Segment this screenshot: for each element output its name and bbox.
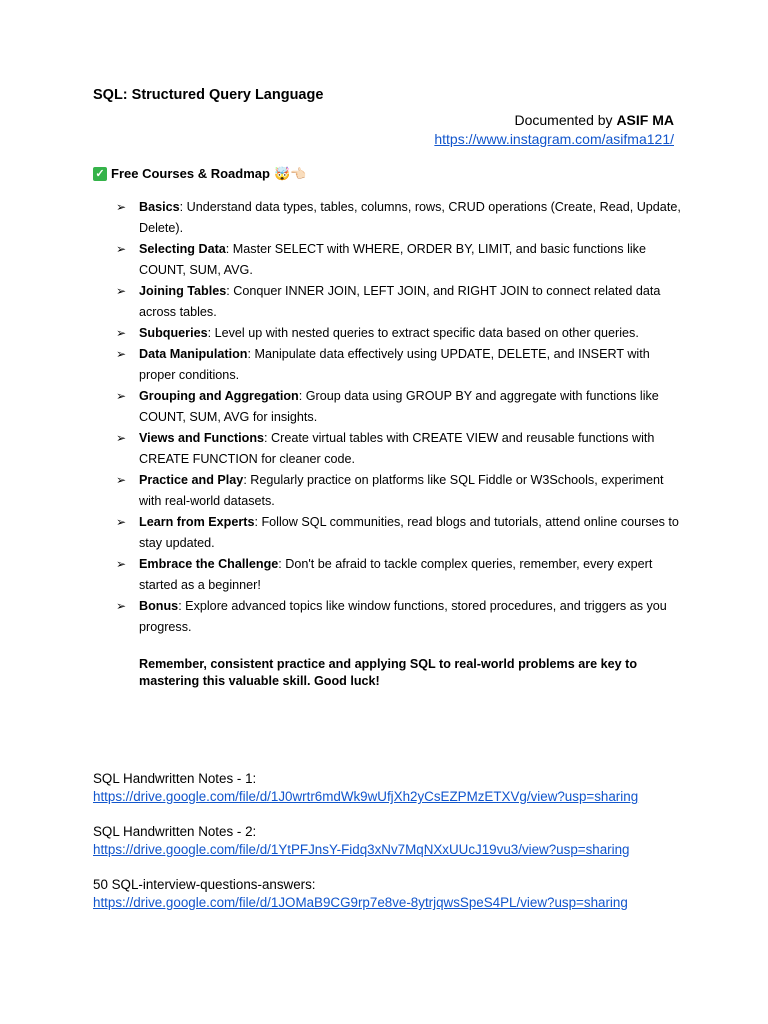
topic-item [116,554,682,596]
topic-description: : Conquer INNER JOIN, LEFT JOIN, and RIGHT JOIN to connect related data across tables. [139,284,661,319]
topic-item [116,428,682,470]
topic-term: Grouping and Aggregation [139,389,299,403]
topic-item [116,323,682,344]
topic-term: Bonus [139,599,179,613]
arrow-bullet-icon: ➢ [116,200,127,214]
section-heading [93,166,306,181]
arrow-bullet-icon: ➢ [116,473,127,487]
topic-description: : Level up with nested queries to extract specific data based on other queries. [207,326,639,340]
arrow-bullet-icon: ➢ [116,599,127,613]
notes-label: 50 SQL-interview-questions-answers: [93,877,316,892]
topic-description: : Explore advanced topics like window functions, stored procedures, and triggers as you progress. [139,599,667,634]
topic-description: : Create virtual tables with CREATE VIEW and reusable functions with CREATE FUNCTION for cleaner code. [139,431,655,466]
topic-item [116,344,682,386]
arrow-bullet-icon: ➢ [116,389,127,403]
topic-description: : Follow SQL communities, read blogs and tutorials, attend online courses to stay updated. [139,515,679,550]
topic-term: Basics [139,200,180,214]
topic-term: Subqueries [139,326,208,340]
instagram-link[interactable]: https://www.instagram.com/asifma121/ [434,131,674,147]
arrow-bullet-icon: ➢ [116,347,127,361]
arrow-bullet-icon: ➢ [116,242,127,256]
arrow-bullet-icon: ➢ [116,515,127,529]
topic-item [116,281,682,323]
documented-by-label: Documented by [514,112,617,128]
topic-description: : Don't be afraid to tackle complex queries, remember, every expert started as a beginner! [139,557,653,592]
page-title: SQL: Structured Query Language [93,87,324,103]
topic-term: Selecting Data [139,242,226,256]
arrow-bullet-icon: ➢ [116,557,127,571]
section-heading-text: Free Courses & Roadmap [111,166,270,181]
arrow-bullet-icon: ➢ [116,284,127,298]
topic-term: Views and Functions [139,431,265,445]
topic-description: : Group data using GROUP BY and aggregate with functions like COUNT, SUM, AVG for insights. [139,389,659,424]
notes-link[interactable]: https://drive.google.com/file/d/1JOMaB9CG9rp7e8ve-8ytrjqwsSpeS4PL/view?usp=sharing [93,895,628,910]
arrow-bullet-icon: ➢ [116,431,127,445]
notes-label: SQL Handwritten Notes - 2: [93,824,257,839]
author-name: ASIF MA [616,112,674,128]
topic-description: : Regularly practice on platforms like SQL Fiddle or W3Schools, experiment with real-world datasets. [139,473,664,508]
topic-item [116,197,682,239]
mind-blown-pointing-emoji-icon: 🤯👈🏻 [273,165,307,181]
topic-item [116,596,682,638]
topic-term: Joining Tables [139,284,227,298]
notes-entry-3 [93,876,628,912]
topic-description: : Manipulate data effectively using UPDATE, DELETE, and INSERT with proper conditions. [139,347,650,382]
topic-description: : Understand data types, tables, columns, rows, CRUD operations (Create, Read, Update, Delete). [139,200,681,235]
topic-item [116,386,682,428]
topic-item [116,239,682,281]
notes-entry-2 [93,823,630,859]
arrow-bullet-icon: ➢ [116,326,127,340]
topic-item [116,512,682,554]
check-mark-icon: ✓ [93,167,107,181]
notes-link[interactable]: https://drive.google.com/file/d/1J0wrtr6mdWk9wUfjXh2yCsEZPMzETXVg/view?usp=sharing [93,789,639,804]
topic-term: Embrace the Challenge [139,557,279,571]
notes-link[interactable]: https://drive.google.com/file/d/1YtPFJnsY-Fidq3xNv7MqNXxUUcJ19vu3/view?usp=sharing [93,842,630,857]
notes-entry-1 [93,770,638,806]
notes-label: SQL Handwritten Notes - 1: [93,771,257,786]
topic-description: : Master SELECT with WHERE, ORDER BY, LIMIT, and basic functions like COUNT, SUM, AVG. [139,242,646,277]
closing-note: Remember, consistent practice and applying SQL to real-world problems are key to mastering this valuable skill. Good luck! [139,657,638,688]
documented-by-line [434,111,674,130]
author-block [434,111,674,149]
topic-term: Data Manipulation [139,347,248,361]
topic-term: Practice and Play [139,473,244,487]
topic-term: Learn from Experts [139,515,255,529]
topic-list [116,197,682,638]
topic-item [116,470,682,512]
